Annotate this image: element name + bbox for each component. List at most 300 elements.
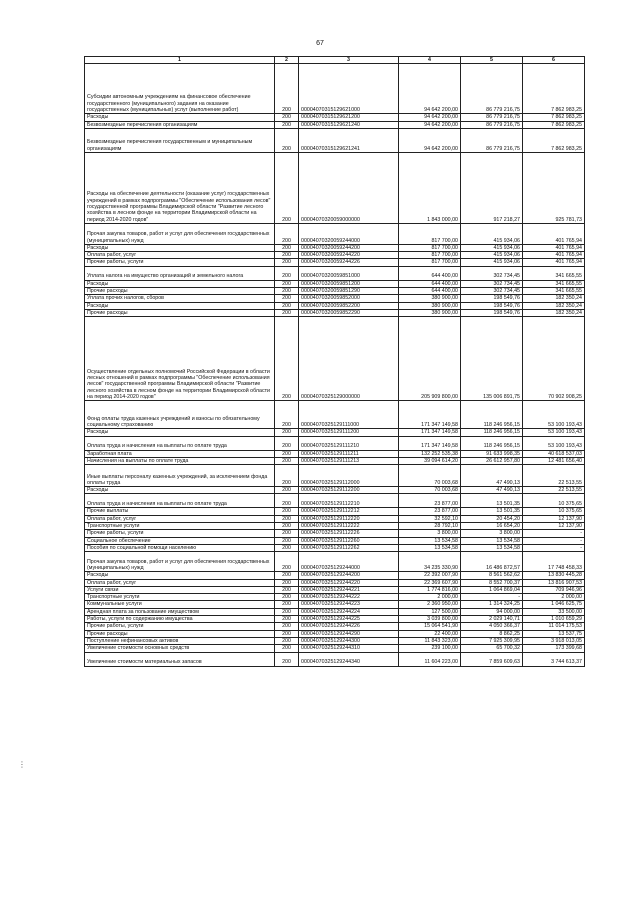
table-row	[85, 429, 585, 436]
table-row	[85, 280, 585, 287]
cell-name: Субсидии автономным учреждениям на финансовое обеспечение государственного (муниципального) задания на оказание государственных (муниципальных) услуг (выполнение работ)	[85, 64, 275, 114]
cell-code: 200	[275, 608, 299, 615]
cell-remaining: 53 100 193,43	[523, 429, 585, 436]
cell-executed: 8 561 562,62	[461, 572, 523, 579]
cell-kbk: 00004070325129112212	[299, 508, 399, 515]
cell-code: 200	[275, 401, 299, 429]
table-row	[85, 616, 585, 623]
cell-approved: 13 534,58	[399, 544, 461, 551]
cell-code: 200	[275, 223, 299, 244]
cell-kbk: 00004070325129244200	[299, 572, 399, 579]
cell-name: Фонд оплаты труда казенных учреждений и взносы по обязательному социальному страхованию	[85, 401, 275, 429]
column-header: 1	[85, 57, 275, 64]
cell-code: 200	[275, 128, 299, 152]
cell-remaining: 40 618 537,03	[523, 450, 585, 457]
cell-name: Уплата налога на имущество организаций и земельного налога	[85, 266, 275, 280]
table-row	[85, 128, 585, 152]
cell-executed: 7 925 309,95	[461, 637, 523, 644]
cell-name: Прочие расходы	[85, 288, 275, 295]
cell-code: 200	[275, 288, 299, 295]
cell-approved: 644 400,00	[399, 288, 461, 295]
cell-code: 200	[275, 494, 299, 508]
cell-code: 200	[275, 637, 299, 644]
cell-kbk: 00004070325129244226	[299, 623, 399, 630]
cell-kbk: 00004070325129111213	[299, 457, 399, 464]
cell-executed: 47 490,13	[461, 487, 523, 494]
cell-name: Коммунальные услуги	[85, 601, 275, 608]
cell-name: Прочие расходы	[85, 630, 275, 637]
cell-name: Расходы	[85, 302, 275, 309]
cell-kbk: 00004070325129111000	[299, 401, 399, 429]
table-row	[85, 652, 585, 666]
cell-executed: 118 246 956,15	[461, 429, 523, 436]
cell-name: Расходы на обеспечение деятельности (оказание услуг) государственных учреждений в рамках подпрограммы "Обеспечение использования лесов" государственной программы Владимирской области "Развитие лесного хозяйства в лесном фонде на территории Владимирской области на период 2014-2020 годов"	[85, 152, 275, 223]
cell-approved: 39 094 614,20	[399, 457, 461, 464]
cell-kbk: 00004070325129244221	[299, 586, 399, 593]
cell-remaining: 401 765,94	[523, 223, 585, 244]
table-row	[85, 537, 585, 544]
cell-kbk: 00004070315129621000	[299, 64, 399, 114]
table-row	[85, 608, 585, 615]
cell-remaining: 401 765,94	[523, 244, 585, 251]
cell-approved: 817 700,00	[399, 259, 461, 266]
cell-executed: 16 654,20	[461, 523, 523, 530]
cell-name: Осуществление отдельных полномочий Российской Федерации в области лесных отношений в рамках подпрограммы "Обеспечение использования лесов" государственной программы Владимирской области "Развитие лесного хозяйства в лесном фонде на территории Владимирской области на период 2014-2020 годов"	[85, 317, 275, 401]
table-row	[85, 630, 585, 637]
cell-approved: 94 642 200,00	[399, 114, 461, 121]
cell-code: 200	[275, 317, 299, 401]
cell-name: Увеличение стоимости основных средств	[85, 645, 275, 652]
cell-approved: 380 900,00	[399, 295, 461, 302]
cell-approved: 817 700,00	[399, 223, 461, 244]
cell-remaining: -	[523, 537, 585, 544]
cell-name: Оплата работ, услуг	[85, 579, 275, 586]
table-row	[85, 266, 585, 280]
cell-executed: 13 534,58	[461, 544, 523, 551]
cell-remaining: 7 862 983,25	[523, 64, 585, 114]
cell-name: Расходы	[85, 572, 275, 579]
cell-approved: 239 100,00	[399, 645, 461, 652]
cell-kbk: 00004070320059244220	[299, 252, 399, 259]
cell-code: 200	[275, 436, 299, 450]
cell-name: Пособия по социальной помощи населению	[85, 544, 275, 551]
table-row	[85, 223, 585, 244]
cell-kbk: 00004070325129000000	[299, 317, 399, 401]
cell-code: 200	[275, 244, 299, 251]
cell-approved: 13 534,58	[399, 537, 461, 544]
cell-kbk: 00004070325129112220	[299, 515, 399, 522]
cell-executed: 198 549,76	[461, 302, 523, 309]
table-row	[85, 309, 585, 316]
cell-executed: 8 862,25	[461, 630, 523, 637]
cell-approved: 644 400,00	[399, 280, 461, 287]
table-body	[85, 64, 585, 666]
table-row	[85, 586, 585, 593]
cell-name: Прочая закупка товаров, работ и услуг для обеспечения государственных (муниципальных) нужд	[85, 552, 275, 572]
cell-remaining: 12 481 656,40	[523, 457, 585, 464]
cell-kbk: 00004070325129244300	[299, 637, 399, 644]
cell-executed: 2 029 140,71	[461, 616, 523, 623]
cell-executed: 26 612 957,80	[461, 457, 523, 464]
cell-kbk: 00004070325129244310	[299, 645, 399, 652]
cell-code: 200	[275, 544, 299, 551]
table-row	[85, 594, 585, 601]
column-header: 3	[299, 57, 399, 64]
cell-remaining: 53 100 193,43	[523, 401, 585, 429]
cell-approved: 1 774 816,00	[399, 586, 461, 593]
table-row	[85, 523, 585, 530]
cell-name: Оплата работ, услуг	[85, 515, 275, 522]
cell-executed: 4 050 366,37	[461, 623, 523, 630]
cell-name: Прочие расходы	[85, 309, 275, 316]
cell-code: 200	[275, 623, 299, 630]
cell-name: Социальное обеспечение	[85, 537, 275, 544]
table-row	[85, 645, 585, 652]
cell-code: 200	[275, 266, 299, 280]
cell-executed: 20 454,20	[461, 515, 523, 522]
cell-executed: 16 486 872,57	[461, 552, 523, 572]
cell-remaining: 11 014 175,53	[523, 623, 585, 630]
cell-name: Арендная плата за пользование имуществом	[85, 608, 275, 615]
cell-code: 200	[275, 523, 299, 530]
cell-remaining: 22 513,55	[523, 487, 585, 494]
cell-name: Уплата прочих налогов, сборов	[85, 295, 275, 302]
table-row	[85, 302, 585, 309]
cell-kbk: 00004070325129244220	[299, 579, 399, 586]
cell-executed: 86 779 216,75	[461, 64, 523, 114]
table-row	[85, 317, 585, 401]
cell-remaining: 182 350,24	[523, 295, 585, 302]
column-header: 6	[523, 57, 585, 64]
table-row	[85, 457, 585, 464]
cell-executed: 118 246 956,15	[461, 436, 523, 450]
cell-approved: 1 843 000,00	[399, 152, 461, 223]
cell-approved: 132 252 535,38	[399, 450, 461, 457]
cell-code: 200	[275, 114, 299, 121]
cell-executed: -	[461, 594, 523, 601]
cell-remaining: 53 100 193,43	[523, 436, 585, 450]
table-row	[85, 601, 585, 608]
cell-remaining: 13 537,75	[523, 630, 585, 637]
table-row	[85, 572, 585, 579]
cell-code: 200	[275, 586, 299, 593]
cell-remaining: 2 000,00	[523, 594, 585, 601]
table-row	[85, 401, 585, 429]
table-row	[85, 436, 585, 450]
cell-code: 200	[275, 309, 299, 316]
cell-name: Поступление нефинансовых активов	[85, 637, 275, 644]
cell-approved: 817 700,00	[399, 244, 461, 251]
cell-approved: 2 360 950,00	[399, 601, 461, 608]
cell-name: Расходы	[85, 280, 275, 287]
table-row	[85, 450, 585, 457]
cell-code: 200	[275, 450, 299, 457]
cell-name: Оплата труда и начисления на выплаты по оплате труда	[85, 436, 275, 450]
cell-remaining: 10 375,65	[523, 494, 585, 508]
cell-name: Прочие работы, услуги	[85, 259, 275, 266]
cell-approved: 3 039 800,00	[399, 616, 461, 623]
column-header: 5	[461, 57, 523, 64]
cell-name: Работы, услуги по содержанию имущества	[85, 616, 275, 623]
cell-executed: 86 779 216,75	[461, 114, 523, 121]
cell-approved: 380 900,00	[399, 302, 461, 309]
cell-executed: 302 734,45	[461, 288, 523, 295]
cell-approved: 380 900,00	[399, 309, 461, 316]
cell-remaining: 13 816 907,53	[523, 579, 585, 586]
cell-name: Расходы	[85, 114, 275, 121]
cell-executed: 415 934,06	[461, 259, 523, 266]
cell-remaining: 341 665,55	[523, 280, 585, 287]
cell-executed: 118 246 956,15	[461, 401, 523, 429]
cell-code: 200	[275, 295, 299, 302]
cell-name: Расходы	[85, 244, 275, 251]
cell-executed: 65 700,32	[461, 645, 523, 652]
cell-remaining: 12 137,90	[523, 515, 585, 522]
cell-code: 200	[275, 652, 299, 666]
cell-code: 200	[275, 280, 299, 287]
cell-approved: 94 642 200,00	[399, 64, 461, 114]
cell-remaining: 173 399,68	[523, 645, 585, 652]
cell-remaining: 3 918 013,05	[523, 637, 585, 644]
cell-name: Заработная плата	[85, 450, 275, 457]
table-row	[85, 623, 585, 630]
cell-name: Безвозмездные перечисления организациям	[85, 121, 275, 128]
cell-name: Увеличение стоимости материальных запасов	[85, 652, 275, 666]
cell-remaining: 10 375,65	[523, 508, 585, 515]
cell-executed: 94 000,00	[461, 608, 523, 615]
cell-remaining: 7 862 983,25	[523, 121, 585, 128]
cell-approved: 3 800,00	[399, 530, 461, 537]
cell-executed: 13 501,35	[461, 494, 523, 508]
table-row	[85, 64, 585, 114]
cell-kbk: 00004070320059851200	[299, 280, 399, 287]
cell-remaining: 925 781,73	[523, 152, 585, 223]
cell-executed: 917 218,27	[461, 152, 523, 223]
table-row	[85, 465, 585, 487]
cell-approved: 15 064 541,90	[399, 623, 461, 630]
cell-kbk: 00004070325129244224	[299, 608, 399, 615]
cell-approved: 171 347 149,58	[399, 401, 461, 429]
cell-approved: 94 642 200,00	[399, 121, 461, 128]
cell-executed: 86 779 216,75	[461, 128, 523, 152]
cell-remaining: 12 137,90	[523, 523, 585, 530]
page-number: 67	[316, 40, 324, 47]
cell-kbk: 00004070320059852290	[299, 309, 399, 316]
cell-name: Оплата работ, услуг	[85, 252, 275, 259]
cell-approved: 22 369 607,90	[399, 579, 461, 586]
cell-executed: 302 734,45	[461, 266, 523, 280]
table-row	[85, 508, 585, 515]
cell-code: 200	[275, 508, 299, 515]
cell-code: 200	[275, 645, 299, 652]
cell-remaining: 709 946,96	[523, 586, 585, 593]
cell-approved: 644 400,00	[399, 266, 461, 280]
table-row	[85, 515, 585, 522]
cell-remaining: 13 830 445,28	[523, 572, 585, 579]
cell-executed: 13 501,35	[461, 508, 523, 515]
cell-code: 200	[275, 302, 299, 309]
cell-approved: 171 347 149,58	[399, 429, 461, 436]
column-header: 2	[275, 57, 299, 64]
cell-approved: 23 877,00	[399, 508, 461, 515]
cell-remaining: 341 665,55	[523, 266, 585, 280]
cell-approved: 34 235 330,90	[399, 552, 461, 572]
cell-approved: 28 792,10	[399, 523, 461, 530]
cell-approved: 127 500,00	[399, 608, 461, 615]
table-row	[85, 288, 585, 295]
cell-approved: 817 700,00	[399, 252, 461, 259]
cell-remaining: 22 513,55	[523, 465, 585, 487]
cell-executed: 7 859 609,63	[461, 652, 523, 666]
table-row	[85, 579, 585, 586]
table-row	[85, 252, 585, 259]
cell-approved: 11 843 323,00	[399, 637, 461, 644]
table-row	[85, 121, 585, 128]
cell-name: Услуги связи	[85, 586, 275, 593]
cell-name: Прочие работы, услуги	[85, 623, 275, 630]
cell-approved: 70 003,68	[399, 487, 461, 494]
cell-kbk: 00004070325129244222	[299, 594, 399, 601]
cell-kbk: 00004070325129244223	[299, 601, 399, 608]
cell-executed: 415 934,06	[461, 252, 523, 259]
cell-approved: 2 000,00	[399, 594, 461, 601]
cell-kbk: 00004070325129244000	[299, 552, 399, 572]
cell-kbk: 00004070315129621241	[299, 128, 399, 152]
cell-kbk: 00004070320059244226	[299, 259, 399, 266]
cell-kbk: 00004070325129112260	[299, 537, 399, 544]
cell-kbk: 00004070320059852200	[299, 302, 399, 309]
cell-approved: 22 400,00	[399, 630, 461, 637]
cell-executed: 47 490,13	[461, 465, 523, 487]
table-row	[85, 244, 585, 251]
cell-kbk: 00004070325129112210	[299, 494, 399, 508]
cell-kbk: 00004070315129621240	[299, 121, 399, 128]
budget-execution-table	[84, 56, 585, 667]
cell-code: 200	[275, 64, 299, 114]
column-header: 4	[399, 57, 461, 64]
cell-remaining: 70 902 908,25	[523, 317, 585, 401]
cell-remaining: 1 046 625,75	[523, 601, 585, 608]
cell-code: 200	[275, 259, 299, 266]
cell-executed: 1 314 324,25	[461, 601, 523, 608]
cell-remaining: 33 500,00	[523, 608, 585, 615]
table-row	[85, 494, 585, 508]
cell-executed: 198 549,76	[461, 309, 523, 316]
cell-remaining: 401 765,94	[523, 252, 585, 259]
cell-kbk: 00004070320059851290	[299, 288, 399, 295]
table-row	[85, 152, 585, 223]
cell-name: Транспортные услуги	[85, 594, 275, 601]
cell-kbk: 00004070320059244200	[299, 244, 399, 251]
cell-remaining: 3 744 613,37	[523, 652, 585, 666]
cell-name: Иные выплаты персоналу казенных учреждений, за исключением фонда оплаты труда	[85, 465, 275, 487]
cell-name: Прочие работы, услуги	[85, 530, 275, 537]
cell-executed: 91 633 998,35	[461, 450, 523, 457]
table-header-row	[85, 57, 585, 64]
cell-executed: 302 734,45	[461, 280, 523, 287]
cell-kbk: 00004070320059852000	[299, 295, 399, 302]
table-row	[85, 114, 585, 121]
cell-code: 200	[275, 487, 299, 494]
cell-approved: 22 392 007,90	[399, 572, 461, 579]
cell-code: 200	[275, 537, 299, 544]
cell-kbk: 00004070325129112222	[299, 523, 399, 530]
cell-code: 200	[275, 121, 299, 128]
cell-kbk: 00004070325129111200	[299, 429, 399, 436]
cell-code: 200	[275, 515, 299, 522]
cell-code: 200	[275, 252, 299, 259]
cell-remaining: 1 010 659,29	[523, 616, 585, 623]
cell-kbk: 00004070325129112226	[299, 530, 399, 537]
table-row	[85, 487, 585, 494]
cell-remaining: -	[523, 530, 585, 537]
cell-approved: 205 909 800,00	[399, 317, 461, 401]
cell-kbk: 00004070325129111210	[299, 436, 399, 450]
cell-name: Транспортные услуги	[85, 523, 275, 530]
cell-kbk: 00004070320059000000	[299, 152, 399, 223]
cell-remaining: 182 350,24	[523, 309, 585, 316]
cell-name: Прочие выплаты	[85, 508, 275, 515]
cell-kbk: 00004070325129244340	[299, 652, 399, 666]
cell-kbk: 00004070320059244000	[299, 223, 399, 244]
cell-remaining: -	[523, 544, 585, 551]
cell-executed: 135 006 891,75	[461, 317, 523, 401]
cell-code: 200	[275, 616, 299, 623]
cell-approved: 171 347 149,58	[399, 436, 461, 450]
cell-name: Расходы	[85, 487, 275, 494]
table-row	[85, 552, 585, 572]
cell-name: Прочая закупка товаров, работ и услуг для обеспечения государственных (муниципальных) нужд	[85, 223, 275, 244]
cell-code: 200	[275, 152, 299, 223]
cell-code: 200	[275, 552, 299, 572]
cell-kbk: 00004070325129112262	[299, 544, 399, 551]
cell-remaining: 401 765,94	[523, 259, 585, 266]
cell-remaining: 182 350,24	[523, 302, 585, 309]
cell-kbk: 00004070325129112000	[299, 465, 399, 487]
cell-code: 200	[275, 601, 299, 608]
cell-code: 200	[275, 572, 299, 579]
cell-kbk: 00004070325129111211	[299, 450, 399, 457]
cell-code: 200	[275, 630, 299, 637]
table-row	[85, 637, 585, 644]
cell-code: 200	[275, 429, 299, 436]
cell-kbk: 00004070325129244290	[299, 630, 399, 637]
cell-executed: 13 534,58	[461, 537, 523, 544]
table-row	[85, 530, 585, 537]
cell-code: 200	[275, 594, 299, 601]
cell-approved: 32 592,10	[399, 515, 461, 522]
cell-approved: 70 003,68	[399, 465, 461, 487]
cell-code: 200	[275, 579, 299, 586]
margin-marks: ⋮	[18, 760, 26, 769]
cell-executed: 1 064 869,04	[461, 586, 523, 593]
cell-kbk: 00004070315129621200	[299, 114, 399, 121]
cell-approved: 23 877,00	[399, 494, 461, 508]
cell-remaining: 17 748 458,33	[523, 552, 585, 572]
cell-code: 200	[275, 457, 299, 464]
cell-remaining: 7 862 983,25	[523, 114, 585, 121]
cell-kbk: 00004070325129244225	[299, 616, 399, 623]
cell-approved: 94 642 200,00	[399, 128, 461, 152]
cell-kbk: 00004070325129112200	[299, 487, 399, 494]
cell-remaining: 7 862 983,25	[523, 128, 585, 152]
table-row	[85, 295, 585, 302]
cell-name: Оплата труда и начисления на выплаты по оплате труда	[85, 494, 275, 508]
cell-name: Расходы	[85, 429, 275, 436]
cell-executed: 198 549,76	[461, 295, 523, 302]
cell-executed: 86 779 216,75	[461, 121, 523, 128]
cell-name: Начисления на выплаты по оплате труда	[85, 457, 275, 464]
